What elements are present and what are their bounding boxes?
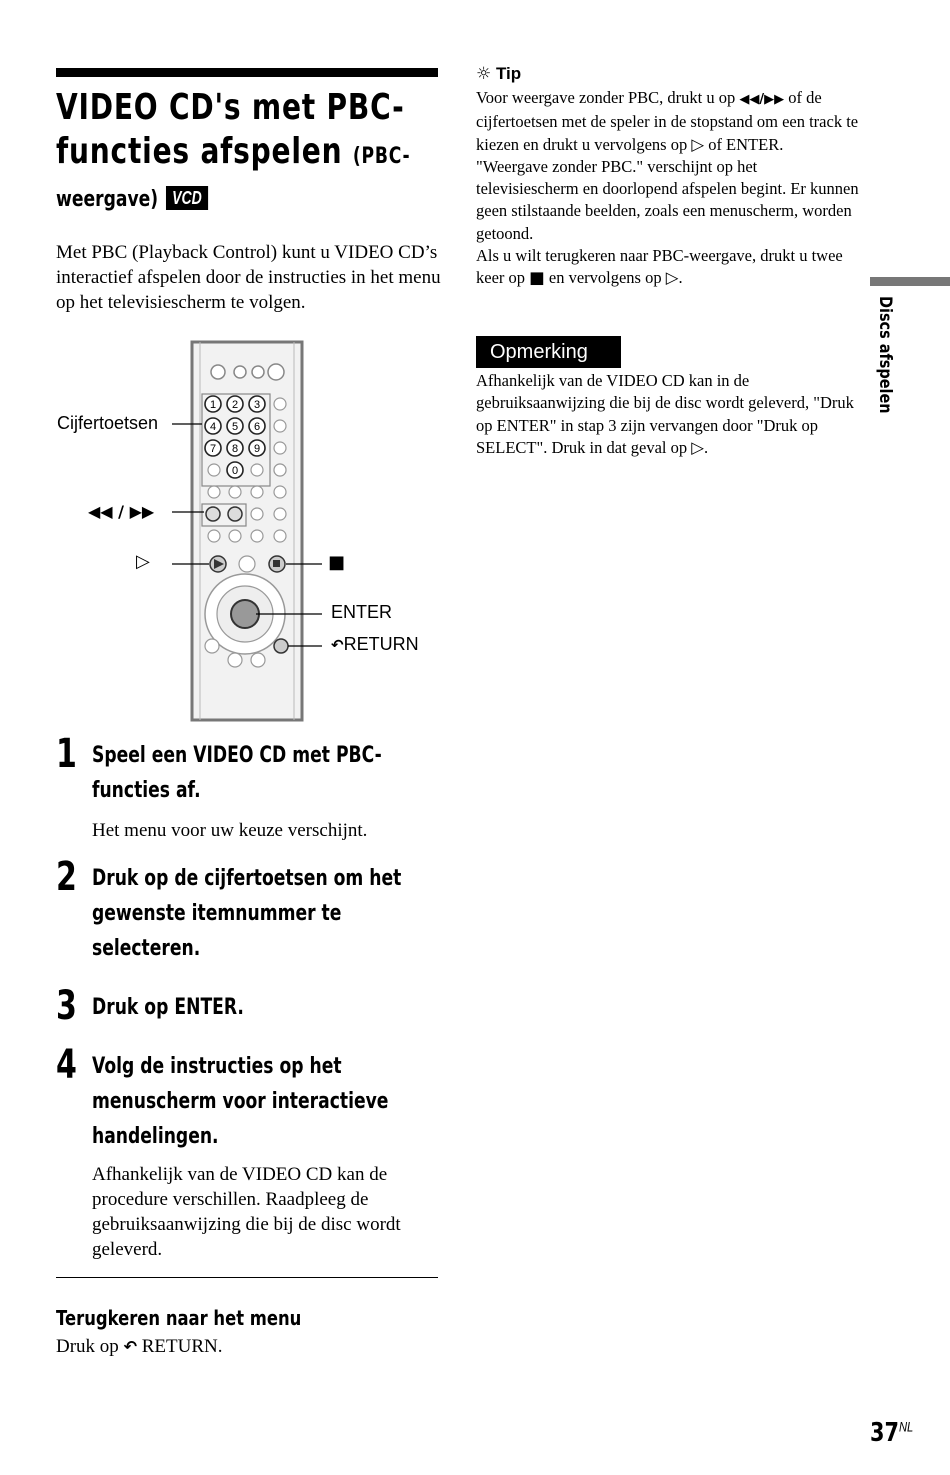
remote-figure xyxy=(0,330,460,730)
page-title xyxy=(56,86,456,217)
step-desc: Het menu voor uw keuze verschijnt. xyxy=(92,820,368,841)
label-enter: ENTER xyxy=(331,602,393,622)
stop-icon: ■ xyxy=(529,268,545,288)
play-icon: ▷ xyxy=(691,134,705,154)
return-icon: ↶ xyxy=(331,636,344,654)
prev-next-icon: ◀◀/▶▶ xyxy=(739,92,785,107)
return-heading: Terugkeren naar het menu xyxy=(56,1306,302,1330)
side-tab-label: Discs afspelen xyxy=(875,296,895,414)
step-number: 4 xyxy=(56,1042,77,1088)
note-text: Afhankelijk van de VIDEO CD kan in de gebruiksaanwijzing die bij de disc wordt geleverd, "Druk op ENTER" in stap 3 zijn vervangen door "Druk op SELECT". Druk in dat geval op ▷. xyxy=(476,371,854,457)
digit-key-label: 0 xyxy=(231,465,239,477)
remote-control-illustration xyxy=(0,330,460,730)
return-text: Druk op ↶ RETURN. xyxy=(56,1336,223,1357)
intro-paragraph: Met PBC (Playback Control) kunt u VIDEO CD’s interactief afspelen door de instructies in het menu op het televisiescherm te volgen. xyxy=(56,242,441,313)
page-number: $37^{NL}$ xyxy=(870,1418,914,1448)
label-play: ▷ xyxy=(136,551,150,572)
digit-key-label: 8 xyxy=(231,443,239,455)
step-title: Volg de instructies op het menuscherm voor interactieve handelingen. xyxy=(92,1054,389,1149)
digit-key-label: 1 xyxy=(209,399,217,411)
digit-key-label: 5 xyxy=(231,421,239,433)
label-return: ↶RETURN xyxy=(331,634,419,654)
digit-key-label: 7 xyxy=(209,443,217,455)
vcd-badge: VCD xyxy=(166,186,208,210)
lightbulb-icon: ☼ xyxy=(476,64,492,84)
label-digit-keys: Cijfertoetsen xyxy=(57,413,159,433)
step-number: 3 xyxy=(56,983,77,1029)
return-icon: ↶ xyxy=(123,1337,137,1356)
step-number: 2 xyxy=(56,854,77,900)
digit-key-label: 9 xyxy=(253,443,261,455)
title-rule xyxy=(56,68,438,77)
digit-key-label: 6 xyxy=(253,421,261,433)
tip-heading: ☼ Tip xyxy=(476,64,522,84)
section-divider xyxy=(56,1277,438,1278)
step-number: 1 xyxy=(56,731,77,777)
play-icon: ▷ xyxy=(691,437,704,457)
title-line-3: weergave) VCD xyxy=(56,183,368,217)
title-line-2: functies afspelen (PBC- xyxy=(56,131,411,172)
title-line-1: VIDEO CD's met PBC- xyxy=(56,87,405,128)
step-title: Druk op de cijfertoetsen om het gewenste itemnummer te selecteren. xyxy=(92,866,402,961)
label-stop: ■ xyxy=(328,552,346,573)
digit-key-label: 3 xyxy=(253,399,261,411)
note-heading: Opmerking xyxy=(476,336,621,368)
step-title: Druk op ENTER. xyxy=(92,995,244,1020)
tip-text: Voor weergave zonder PBC, drukt u op ◀◀/▶▶ of de cijfertoetsen met de speler in de stopstand om een track te kiezen en drukt u vervolgens op ▷ of ENTER. "Weergave zonder PBC." verschijnt op het televisiescherm en doorlopend afspelen begint. Er kunnen geen stilstaande beelden, zoals een menuscherm, worden getoond. Als u wilt terugkeren naar PBC-weergave, drukt u twee keer op ■ en vervolgens op ▷. xyxy=(476,88,859,288)
label-prev-next: ◀◀ / ▶▶ xyxy=(88,502,155,521)
play-icon: ▷ xyxy=(665,268,679,288)
digit-key-label: 2 xyxy=(231,399,239,411)
step-desc: Afhankelijk van de VIDEO CD kan de procedure verschillen. Raadpleeg de gebruiksaanwijzing die bij de disc wordt geleverd. xyxy=(92,1164,401,1260)
digit-key-label: 4 xyxy=(209,421,217,433)
side-tab-bar xyxy=(870,277,950,286)
step-title: Speel een VIDEO CD met PBC-functies af. xyxy=(92,743,382,803)
